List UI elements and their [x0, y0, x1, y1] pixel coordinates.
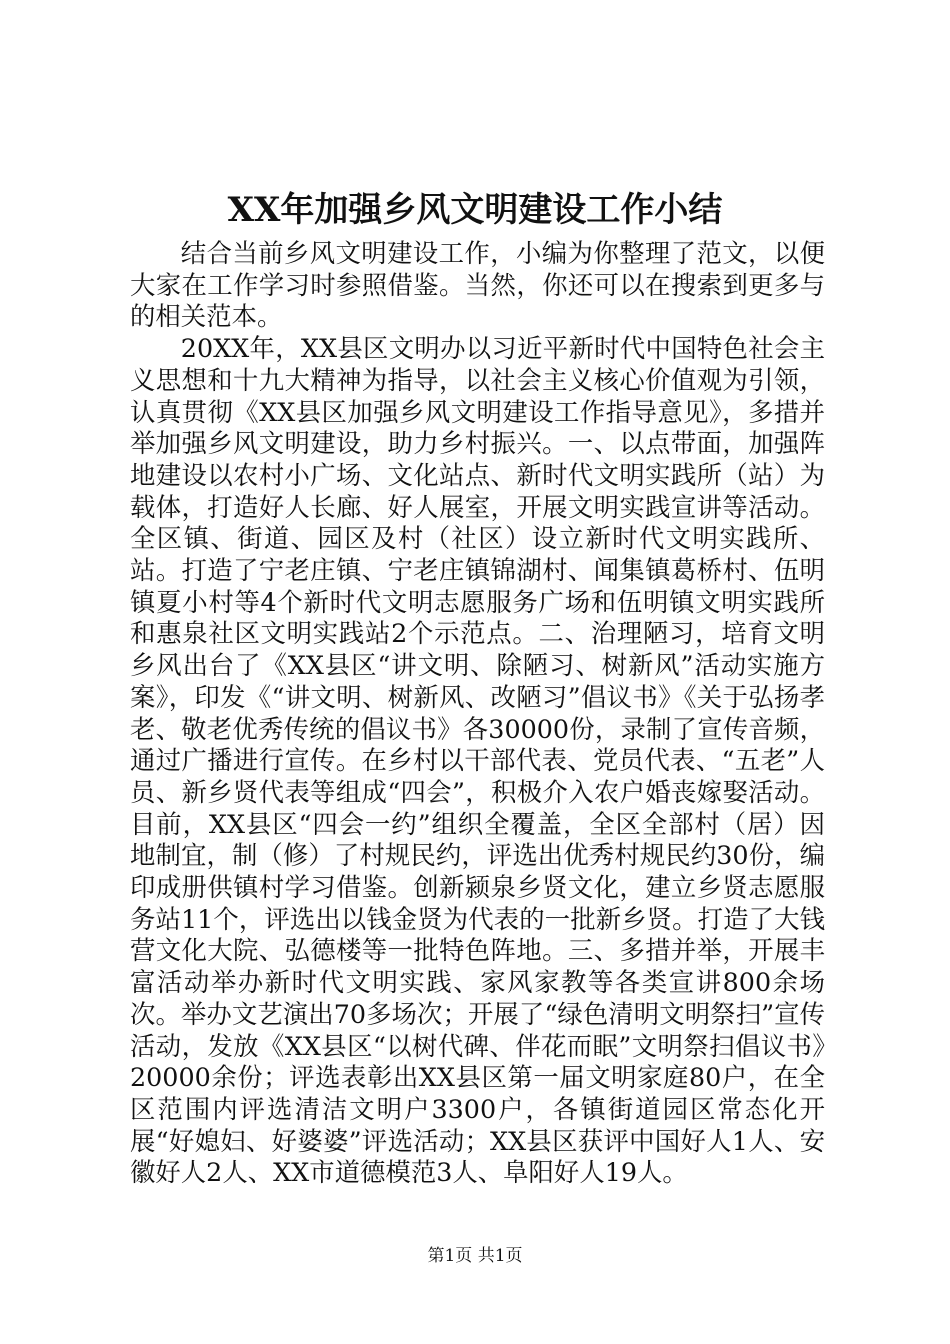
page-number-footer: 第1页 共1页: [427, 1246, 523, 1266]
paragraph-main: 20XX年，XX县区文明办以习近平新时代中国特色社会主义思想和十九大精神为指导，以社会主义核心价值观为引领，认真贯彻《XX县区加强乡风文明建设工作指导意见》，多措并举加强乡风文明建设，助力乡村振兴。一、以点带面，加强阵地建设以农村小广场、文化站点、新时代文明实践所（站）为载体，打造好人长廊、好人展室，开展文明实践宣讲等活动。全区镇、街道、园区及村（社区）设立新时代文明实践所、站。打造了宁老庄镇、宁老庄镇锦湖村、闻集镇葛桥村、伍明镇夏小村等4个新时代文明志愿服务广场和伍明镇文明实践所和惠泉社区文明实践站2个示范点。二、治理陋习，培育文明乡风出台了《XX县区“讲文明、除陋习、树新风”活动实施方案》，印发《“讲文明、树新风、改陋习”倡议书》《关于弘扬孝老、敬老优秀传统的倡议书》各30000份，录制了宣传音频，通过广播进行宣传。在乡村以干部代表、党员代表、“五老”人员、新乡贤代表等组成“四会”，积极介入农户婚丧嫁娶活动。目前，XX县区“四会一约”组织全覆盖，全区全部村（居）因地制宜，制（修）了村规民约，评选出优秀村规民约30份，编印成册供镇村学习借鉴。创新颍泉乡贤文化，建立乡贤志愿服务站11个，评选出以钱金贤为代表的一批新乡贤。打造了大钱营文化大院、弘德楼等一批特色阵地。三、多措并举，开展丰富活动举办新时代文明实践、家风家教等各类宣讲800余场次。举办文艺演出70多场次；开展了“绿色清明文明祭扫”宣传活动，发放《XX县区“以树代碑、伴花而眠”文明祭扫倡议书》20000余份；评选表彰出XX县区第一届文明家庭80户，在全区范围内评选清洁文明户3300户，各镇街道园区常态化开展“好媳妇、好婆婆”评选活动；XX县区获评中国好人1人、安徽好人2人、XX市道德模范3人、阜阳好人19人。: [130, 333, 825, 1188]
paragraph-intro: 结合当前乡风文明建设工作，小编为你整理了范文，以便大家在工作学习时参照借鉴。当然，你还可以在搜索到更多与的相关范本。: [130, 238, 825, 332]
document-body: [130, 238, 825, 1189]
document-title: XX年加强乡风文明建设工作小结: [227, 190, 723, 230]
